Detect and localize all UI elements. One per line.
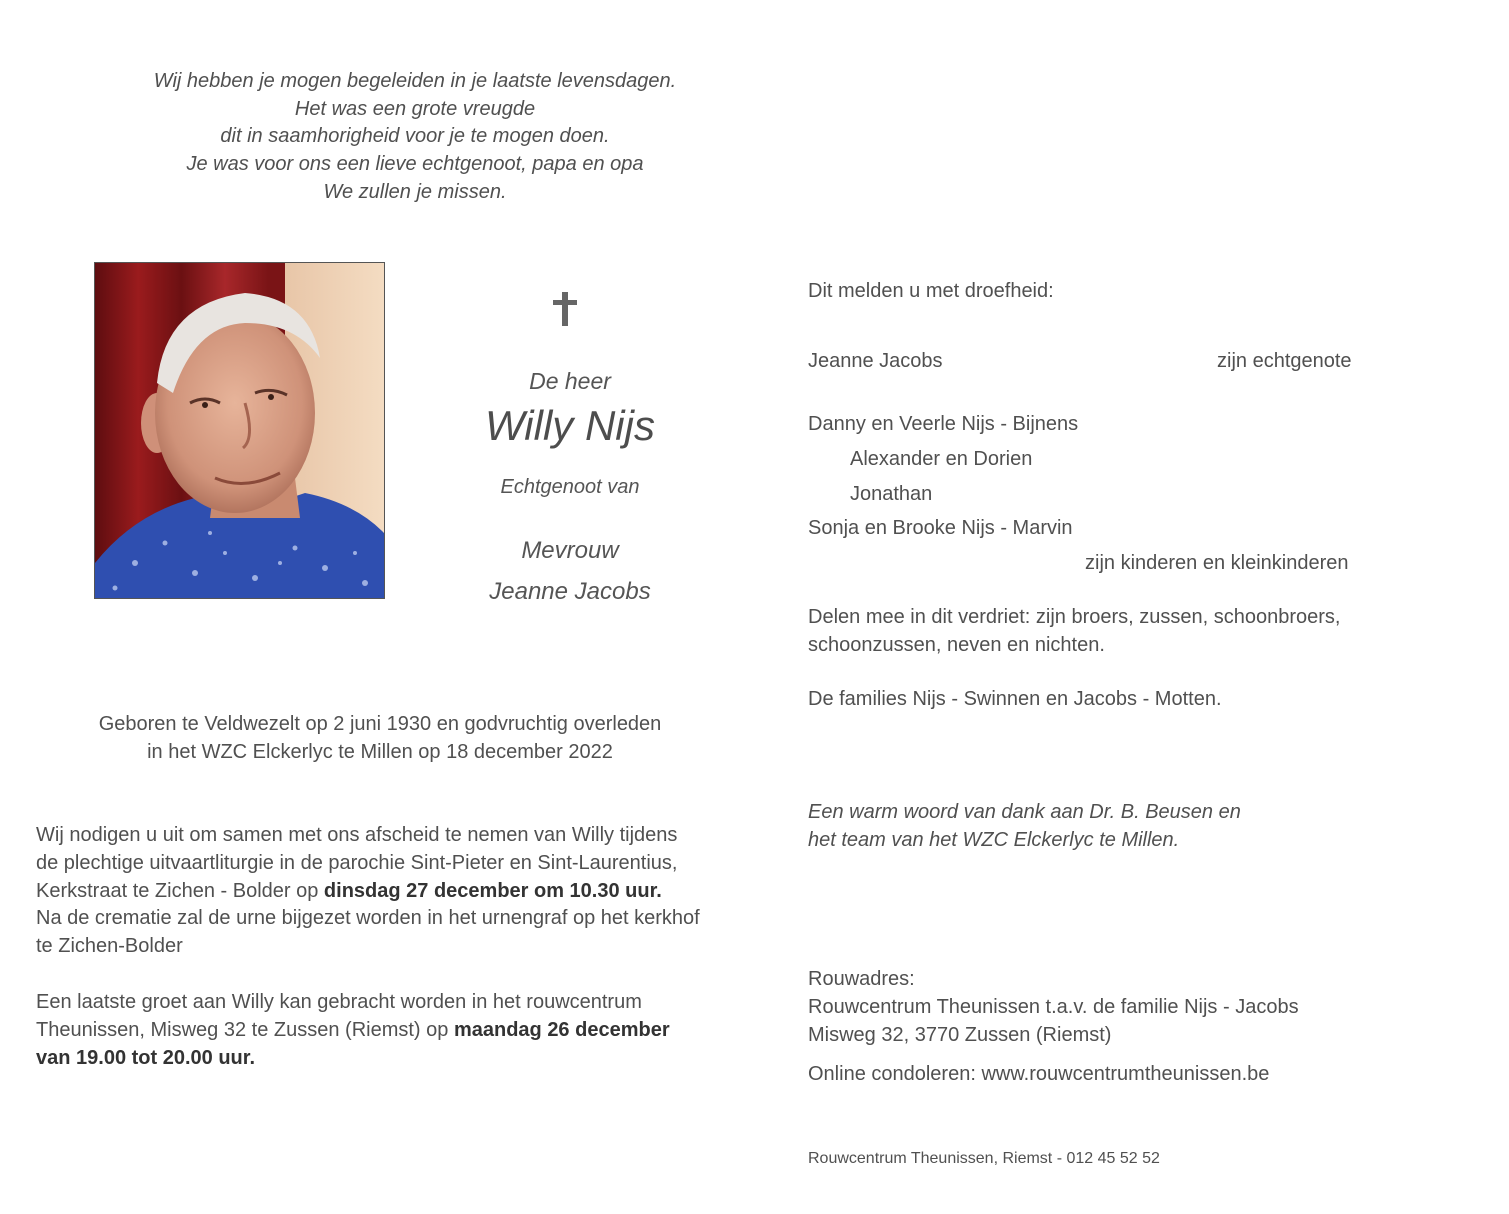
funeral-line: te Zichen-Bolder [36, 935, 183, 958]
visitation-line: Een laatste groet aan Willy kan gebracht worden in het rouwcentrum [36, 991, 642, 1013]
visitation-time: van 19.00 tot 20.00 uur. [36, 1046, 255, 1069]
thanks-text [808, 799, 1241, 854]
portrait-photo [94, 262, 385, 599]
poem-line: Je was voor ons een lieve echtgenoot, papa en opa [186, 153, 644, 176]
poem [110, 68, 720, 207]
deceased-name: Willy Nijs [485, 402, 655, 449]
funeral-paragraph [36, 822, 700, 961]
funeral-line [36, 878, 700, 906]
visitation-line [36, 1017, 670, 1045]
funeral-line: Wij nodigen u uit om samen met ons afscheid te nemen van Willy tijdens [36, 824, 678, 846]
funeral-datetime: dinsdag 27 december om 10.30 uur. [323, 879, 662, 902]
funeral-line: Na de crematie zal de urne bijgezet worden in het urnengraf op het kerkhof [36, 907, 700, 930]
thanks-line: Een warm woord van dank aan Dr. B. Beusen en [808, 801, 1241, 823]
spouse-intro: Echtgenoot van [500, 476, 640, 498]
grandchild-line: Jonathan [850, 483, 933, 505]
portrait-illustration [95, 263, 384, 598]
visitation-location: Theunissen, Misweg 32 te Zussen (Riemst) op [36, 1018, 454, 1041]
footer-credit: Rouwcentrum Theunissen, Riemst - 012 45 52 52 [808, 1150, 1160, 1167]
grandchild-line: Alexander en Dorien [850, 448, 1033, 470]
poem-line: dit in saamhorigheid voor je te mogen doen. [220, 125, 610, 148]
share-line: Delen mee in dit verdriet: zijn broers, zussen, schoonbroers, [808, 606, 1341, 628]
address-line: Rouwcentrum Theunissen t.a.v. de familie Nijs - Jacobs [808, 996, 1299, 1018]
cross-icon [540, 288, 590, 330]
death-line: in het WZC Elckerlyc te Millen op 18 december 2022 [147, 740, 613, 763]
thanks-line: het team van het WZC Elckerlyc te Millen. [808, 828, 1180, 851]
visitation-line [36, 1045, 670, 1073]
share-grief-text [808, 604, 1340, 660]
spouse-name: Jeanne Jacobs [489, 578, 651, 605]
poem-line: Het was een grote vreugde [294, 97, 536, 120]
poem-line: We zullen je missen. [323, 180, 507, 203]
poem-line: Wij hebben je mogen begeleiden in je laatste levensdagen. [153, 70, 677, 92]
deceased-title: De heer [529, 368, 611, 394]
families-line: De families Nijs - Swinnen en Jacobs - Motten. [808, 688, 1222, 710]
share-line: schoonzussen, neven en nichten. [808, 633, 1105, 656]
spouse-role: zijn echtgenote [1217, 350, 1352, 372]
address-line: Misweg 32, 3770 Zussen (Riemst) [808, 1024, 1112, 1046]
visitation-paragraph [36, 989, 670, 1072]
child-line: Sonja en Brooke Nijs - Marvin [808, 517, 1073, 539]
announcement: Dit melden u met droefheid: [808, 280, 1054, 302]
funeral-line: de plechtige uitvaartliturgie in de parochie Sint-Pieter en Sint-Laurentius, [36, 851, 678, 874]
address-label: Rouwadres: [808, 968, 915, 990]
online-condolence-link[interactable]: Online condoleren: www.rouwcentrumtheunissen.be [808, 1063, 1270, 1085]
birth-line: Geboren te Veldwezelt op 2 juni 1930 en godvruchtig overleden [98, 713, 662, 735]
spouse-name-list: Jeanne Jacobs [808, 350, 943, 372]
visitation-date: maandag 26 december [453, 1018, 670, 1041]
funeral-location: Kerkstraat te Zichen - Bolder op [36, 879, 324, 902]
children-role: zijn kinderen en kleinkinderen [1085, 552, 1349, 574]
birth-death-text [30, 711, 730, 766]
spouse-title: Mevrouw [521, 537, 619, 564]
spouse-block [440, 530, 700, 612]
child-line: Danny en Veerle Nijs - Bijnens [808, 413, 1079, 435]
address-block [808, 965, 1299, 1049]
